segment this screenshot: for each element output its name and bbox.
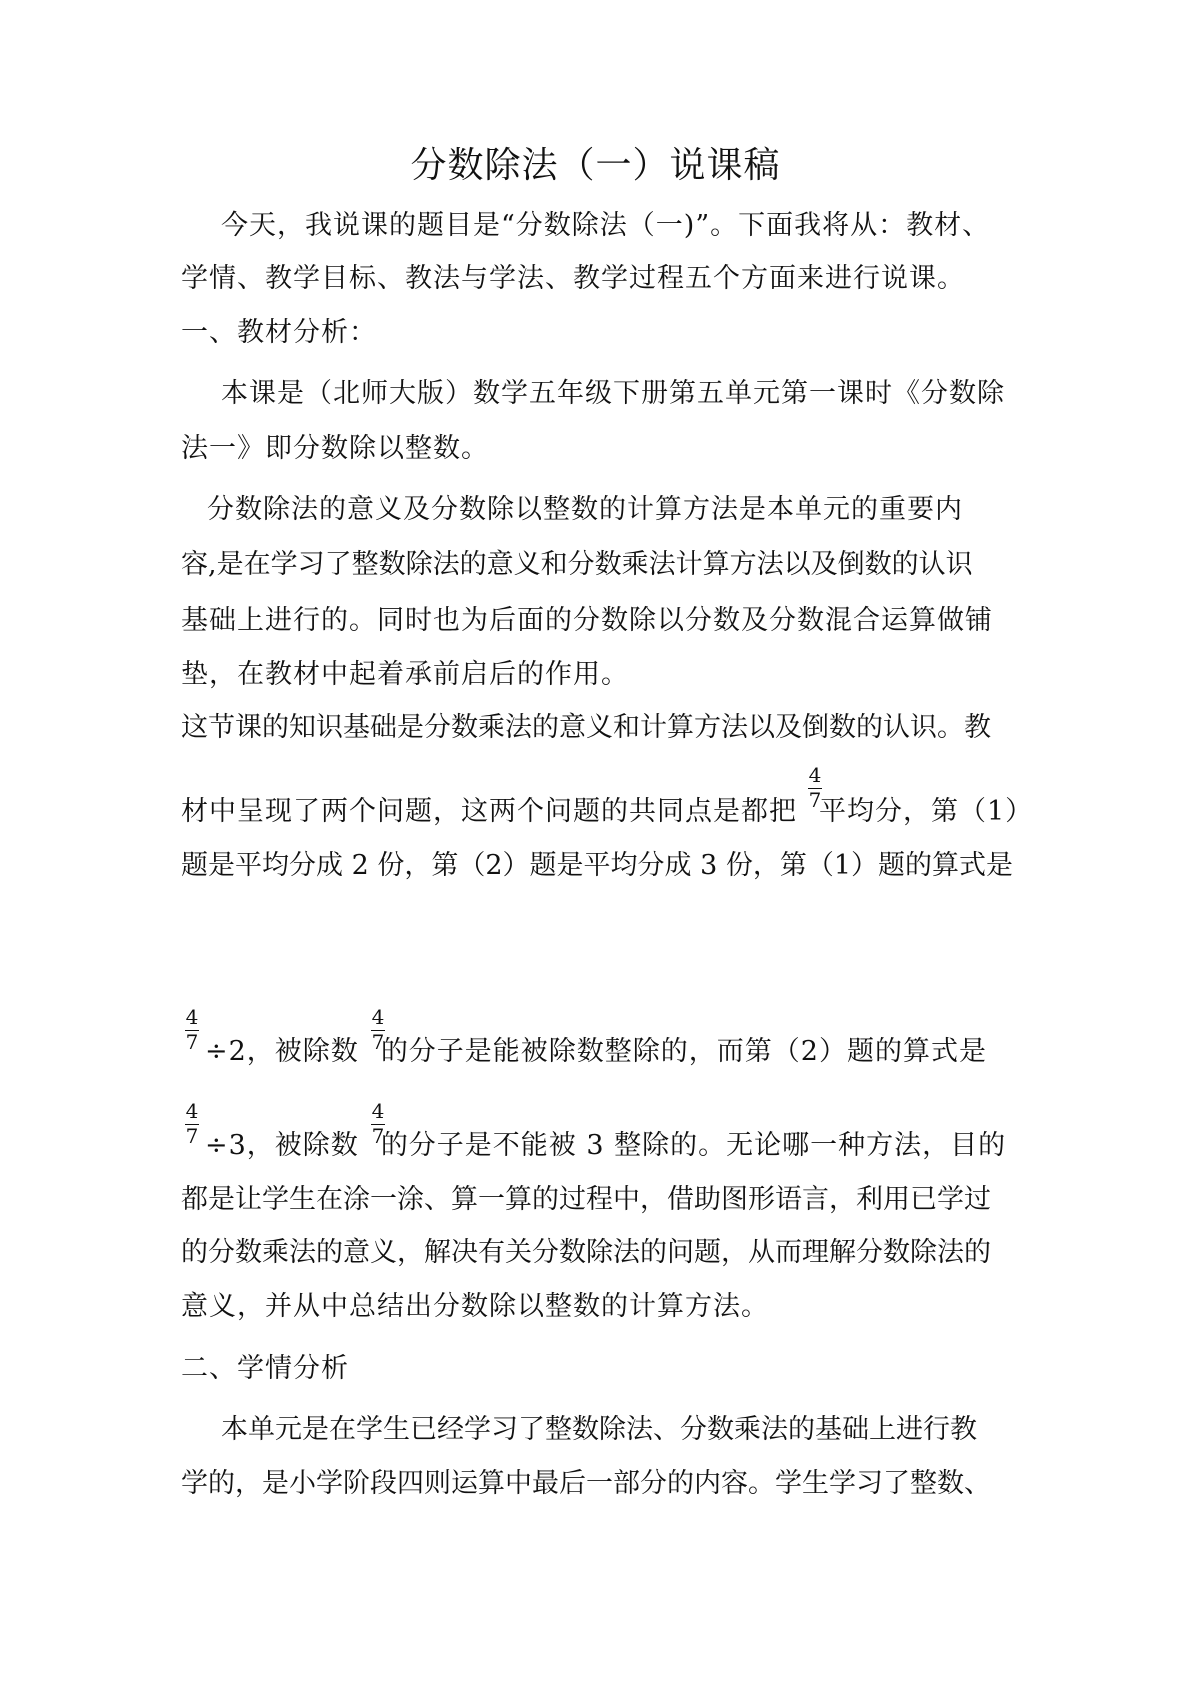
paragraph-line: 意义，并从中总结出分数除以整数的计算方法。 <box>181 1291 769 1322</box>
paragraph-line: 今天，我说课的题目是“分数除法（一)”。下面我将从：教材、 <box>221 210 991 241</box>
paragraph-line: 本单元是在学生已经学习了整数除法、分数乘法的基础上进行教 <box>221 1414 977 1445</box>
paragraph-line: 的分数乘法的意义，解决有关分数除法的问题，从而理解分数除法的 <box>181 1237 991 1268</box>
fraction <box>369 1100 387 1147</box>
paragraph-line: 本课是（北师大版）数学五年级下册第五单元第一课时《分数除 <box>221 378 1005 409</box>
fraction-denominator: 7 <box>371 1124 385 1148</box>
paragraph-line <box>205 1126 1040 1166</box>
paragraph-line: 容,是在学习了整数除法的意义和分数乘法计算方法以及倒数的认识 <box>181 549 973 580</box>
page-title: 分数除法（一）说课稿 <box>410 145 781 186</box>
fraction-numerator: 4 <box>185 1005 199 1029</box>
paragraph-line: 学的，是小学阶段四则运算中最后一部分的内容。学生学习了整数、 <box>181 1468 991 1499</box>
fraction <box>369 1006 387 1053</box>
section-heading: 一、教材分析： <box>181 317 377 348</box>
fraction-denominator: 7 <box>185 1030 199 1054</box>
paragraph-line: 题是平均分成 2 份，第（2）题是平均分成 3 份，第（1）题的算式是 <box>181 850 1014 881</box>
paragraph-line: 分数除法的意义及分数除以整数的计算方法是本单元的重要内 <box>207 494 963 525</box>
text-segment: 的分子是能被除数整除的，而第（2）题的算式是 <box>380 1036 987 1067</box>
text-segment: ÷2，被除数 <box>205 1036 359 1067</box>
section-heading: 二、学情分析 <box>181 1353 349 1384</box>
fraction-numerator: 4 <box>371 1099 385 1123</box>
paragraph-line <box>205 1032 1040 1072</box>
text-segment: 的分子是不能被 3 整除的。无论哪一种方法，目的 <box>380 1130 1007 1161</box>
fraction-numerator: 4 <box>371 1005 385 1029</box>
fraction <box>183 1006 201 1053</box>
text-segment: 材中呈现了两个问题，这两个问题的共同点是都把 <box>181 796 797 827</box>
fraction-denominator: 7 <box>808 788 822 812</box>
fraction-numerator: 4 <box>185 1099 199 1123</box>
fraction-denominator: 7 <box>371 1030 385 1054</box>
fraction-numerator: 4 <box>808 763 822 787</box>
paragraph-line: 垫，在教材中起着承前启后的作用。 <box>181 659 629 690</box>
paragraph-line: 学情、教学目标、教法与学法、教学过程五个方面来进行说课。 <box>181 263 965 294</box>
paragraph-line: 基础上进行的。同时也为后面的分数除以分数及分数混合运算做铺 <box>181 605 993 636</box>
fraction <box>806 764 824 811</box>
text-segment: ÷3，被除数 <box>205 1130 359 1161</box>
fraction <box>183 1100 201 1147</box>
paragraph-line: 都是让学生在涂一涂、算一算的过程中，借助图形语言，利用已学过 <box>181 1184 991 1215</box>
paragraph-line <box>181 792 1034 832</box>
text-segment: 平均分，第（1） <box>819 796 1034 827</box>
paragraph-line: 这节课的知识基础是分数乘法的意义和计算方法以及倒数的认识。教 <box>181 712 991 743</box>
paragraph-line: 法一》即分数除以整数。 <box>181 433 489 464</box>
fraction-denominator: 7 <box>185 1124 199 1148</box>
